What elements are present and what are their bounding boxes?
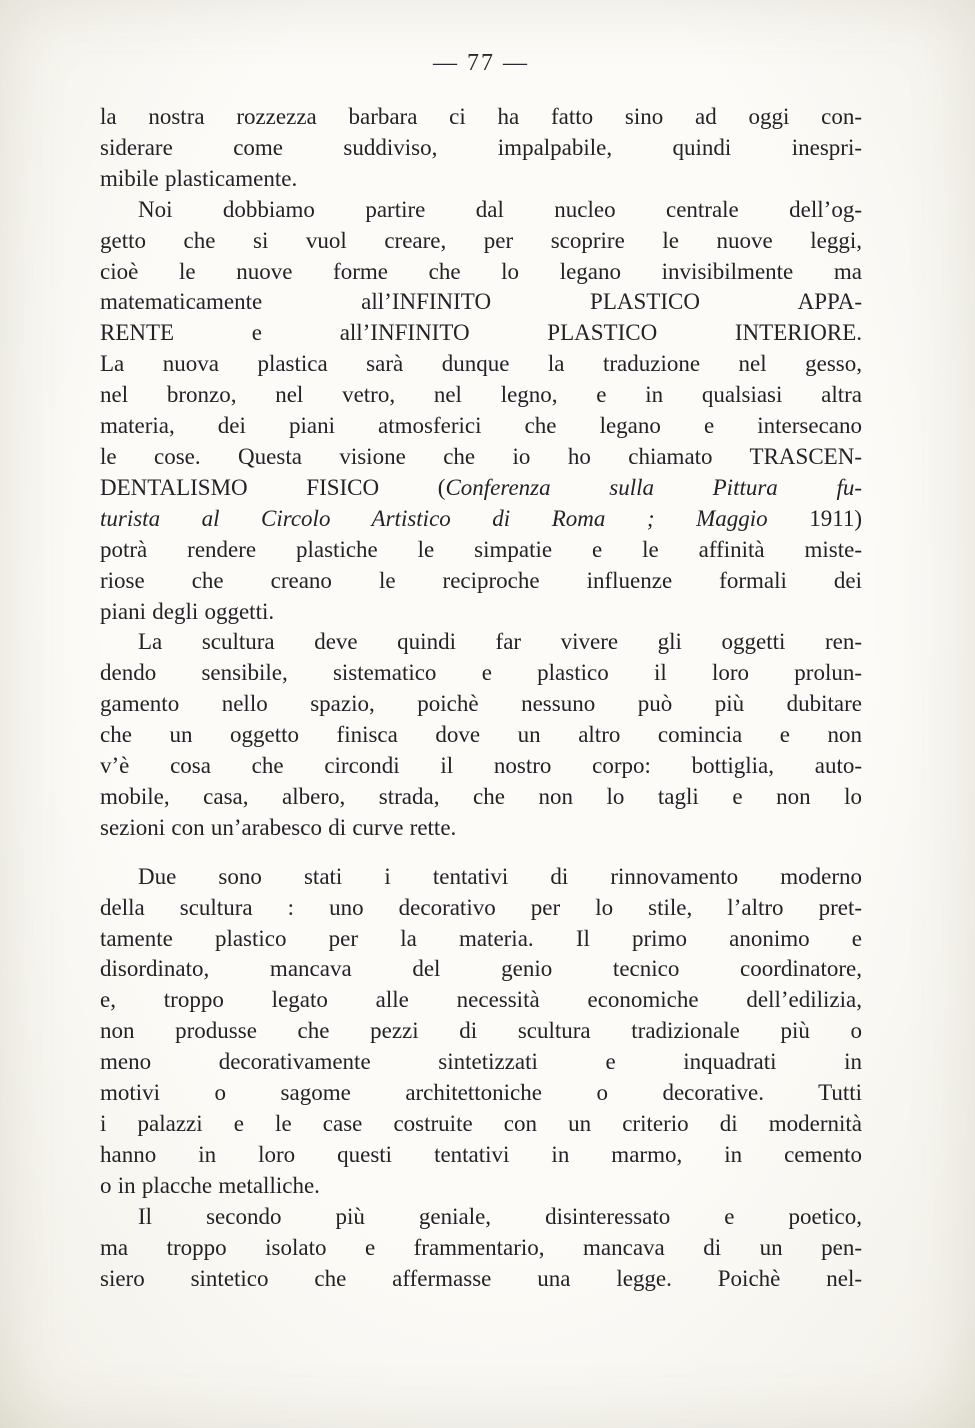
text-run: della scultura : uno decorativo per lo stile, l’altro pret- <box>100 894 862 920</box>
paragraph <box>100 627 862 843</box>
text-line <box>100 985 862 1016</box>
text-line <box>100 1047 862 1078</box>
text-line <box>100 195 862 226</box>
text-line <box>100 535 862 566</box>
text-line <box>100 287 862 318</box>
text-run: sezioni con un’arabesco di curve rette. <box>100 814 457 840</box>
text-run: che un oggetto finisca dove un altro comincia e non <box>100 722 862 748</box>
text-run: mibile plasticamente. <box>100 165 298 191</box>
text-run: meno decorativamente sintetizzati e inquadrati in <box>100 1049 862 1075</box>
text-run: hanno in loro questi tentativi in marmo, in cemento <box>100 1141 862 1167</box>
text-line <box>100 1233 862 1264</box>
text-line <box>100 226 862 257</box>
text-run: La nuova plastica sarà dunque la traduzione nel gesso, <box>100 351 862 377</box>
text-line <box>100 164 862 195</box>
text-line <box>100 658 862 689</box>
text-run: siero sintetico che affermasse una legge. Poichè nel- <box>100 1265 862 1291</box>
text-line <box>100 813 862 844</box>
text-line <box>100 720 862 751</box>
text-line <box>100 689 862 720</box>
paragraph <box>100 1202 862 1295</box>
text-run: le cose. Questa visione che io ho chiamato TRASCEN- <box>100 443 862 469</box>
text-run: Noi dobbiamo partire dal nucleo centrale dell’og- <box>138 196 862 222</box>
text-run: Due sono stati i tentativi di rinnovamento moderno <box>138 863 862 889</box>
text-run: motivi o sagome architettoniche o decorative. Tutti <box>100 1080 862 1106</box>
text-line <box>100 102 862 133</box>
text-line <box>100 782 862 813</box>
text-run: La scultura deve quindi far vivere gli oggetti ren- <box>138 629 862 655</box>
text-line <box>100 442 862 473</box>
text-run: getto che si vuol creare, per scoprire le nuove leggi, <box>100 227 862 253</box>
text-line <box>100 504 862 535</box>
text-run: siderare come suddiviso, impalpabile, quindi inespri- <box>100 134 862 160</box>
text-line <box>100 133 862 164</box>
text-line <box>100 1140 862 1171</box>
text-run: e, troppo legato alle necessità economiche dell’edilizia, <box>100 987 862 1013</box>
text-line <box>100 1171 862 1202</box>
paragraph <box>100 102 862 195</box>
text-run: ma troppo isolato e frammentario, mancava di un pen- <box>100 1234 862 1260</box>
text-run: 1911) <box>809 505 862 531</box>
text-run: piani degli oggetti. <box>100 598 275 624</box>
text-run: cioè le nuove forme che lo legano invisibilmente ma <box>100 258 862 284</box>
text-line <box>100 318 862 349</box>
text-run: i palazzi e le case costruite con un criterio di modernità <box>100 1111 862 1136</box>
text-run: dendo sensibile, sistematico e plastico il loro prolun- <box>100 660 862 686</box>
text-line <box>100 566 862 597</box>
text-line <box>100 1202 862 1233</box>
paragraph <box>100 195 862 628</box>
text-run: tamente plastico per la materia. Il primo anonimo e <box>100 925 862 951</box>
text-run: gamento nello spazio, poichè nessuno può più dubitare <box>100 691 862 717</box>
text-line <box>100 924 862 955</box>
page-text <box>100 102 862 1294</box>
text-run: Il secondo più geniale, disinteressato e poetico, <box>138 1203 862 1229</box>
text-run: RENTE e all’INFINITO PLASTICO INTERIORE. <box>100 320 862 346</box>
text-line <box>100 954 862 985</box>
text-line <box>100 349 862 380</box>
text-line <box>100 1016 862 1047</box>
text-line <box>100 380 862 411</box>
text-run: la nostra rozzezza barbara ci ha fatto sino ad oggi con- <box>100 104 862 129</box>
text-line <box>100 473 862 504</box>
text-run: nel bronzo, nel vetro, nel legno, e in qualsiasi altra <box>100 382 862 408</box>
italic-text-run: Conferenza sulla Pittura fu- <box>445 474 862 500</box>
text-line <box>100 257 862 288</box>
text-run: o in placche metalliche. <box>100 1172 320 1198</box>
text-line <box>100 597 862 628</box>
text-line <box>100 751 862 782</box>
text-line <box>100 893 862 924</box>
text-line <box>100 862 862 893</box>
text-run: v’è cosa che circondi il nostro corpo: bottiglia, auto- <box>100 753 862 779</box>
page-number: — 77 — <box>433 50 529 76</box>
text-line <box>100 627 862 658</box>
paragraph <box>100 862 862 1202</box>
text-line <box>100 411 862 442</box>
text-line <box>100 1264 862 1295</box>
text-run: mobile, casa, albero, strada, che non lo tagli e non lo <box>100 783 862 809</box>
text-run: matematicamente all’INFINITO PLASTICO APPA- <box>100 289 862 315</box>
text-run: potrà rendere plastiche le simpatie e le affinità miste- <box>100 536 862 562</box>
text-run: disordinato, mancava del genio tecnico coordinatore, <box>100 956 862 982</box>
text-run: materia, dei piani atmosferici che legano e intersecano <box>100 413 862 439</box>
text-run: DENTALISMO FISICO ( <box>100 474 446 500</box>
text-line <box>100 1109 862 1140</box>
italic-text-run: turista al Circolo Artistico di Roma ; Maggio <box>100 505 810 531</box>
text-run: non produsse che pezzi di scultura tradizionale più o <box>100 1018 862 1044</box>
text-run: riose che creano le reciproche influenze formali dei <box>100 567 862 593</box>
text-line <box>100 1078 862 1109</box>
